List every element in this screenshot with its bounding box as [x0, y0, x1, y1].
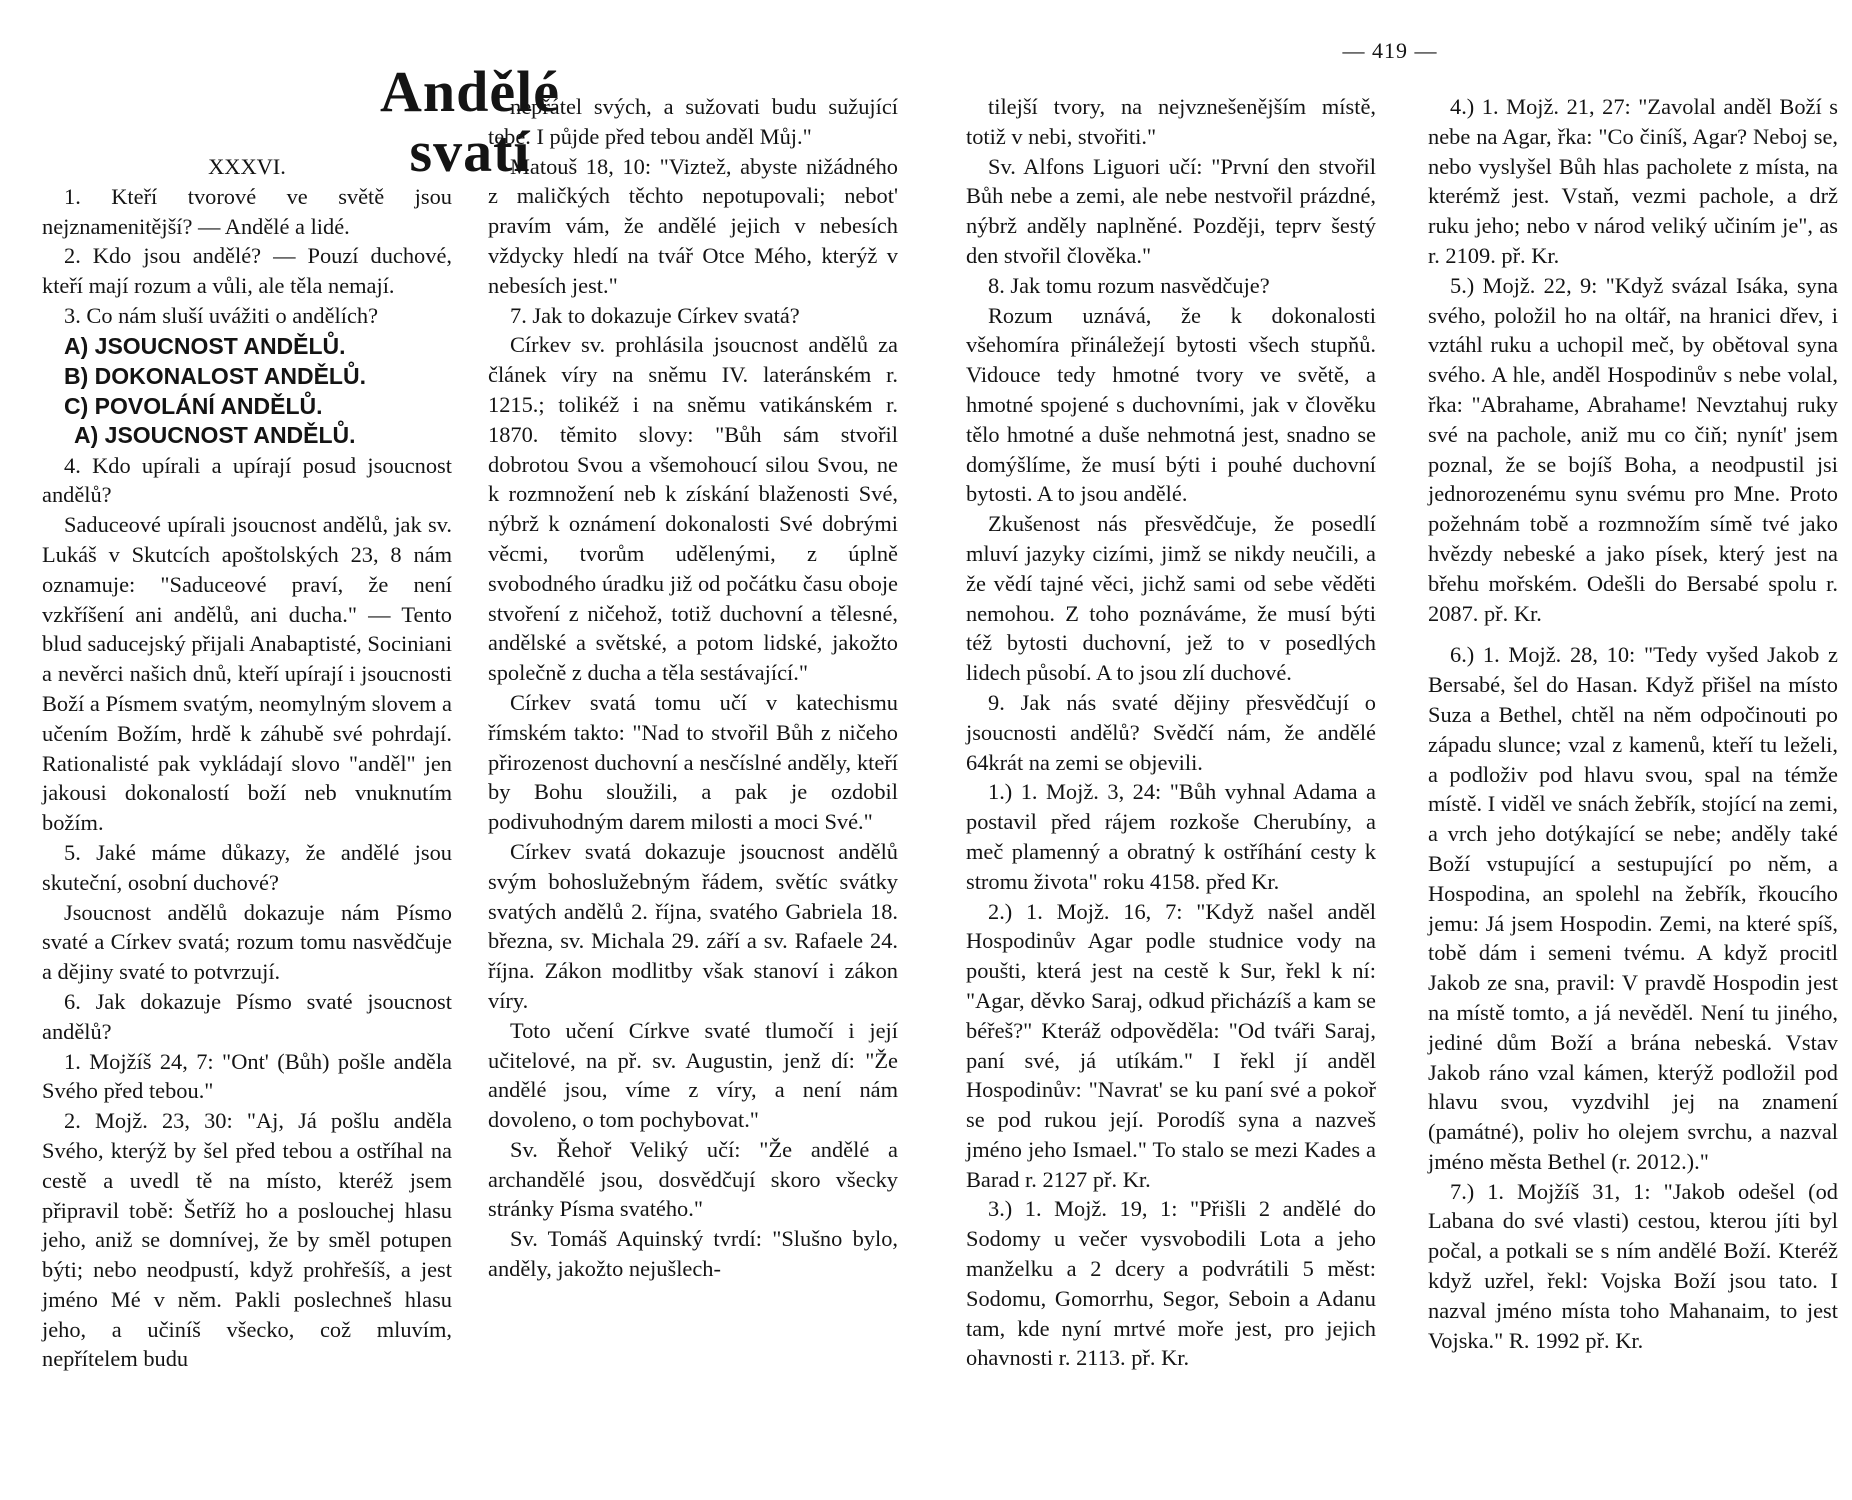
paragraph: 9. Jak nás svaté dějiny přesvědčují o jsoucnosti andělů? Svědčí nám, že andělé 64krát na zemi se objevili. — [966, 689, 1376, 775]
paragraph: Sv. Alfons Liguori učí: "První den stvořil Bůh nebe a zemi, ale nebe nestvořil prázdné, nýbrž anděly naplněné. Později, teprv šestý den stvořil člověka." — [966, 153, 1376, 268]
paragraph: 3. Co nám sluší uvážiti o andělích? — [64, 302, 379, 328]
text-column-1 — [42, 152, 452, 1374]
paragraph: 4.) 1. Mojž. 21, 27: "Zavolal anděl Boží s nebe na Agar, řka: "Co činíš, Agar? Neboj se, nebo vyslyšel Bůh hlas pacholete z místa, na kterémž jest. Vstaň, vezmi pachole, a drž ruku jeho; nebo v národ veliký učiním je", as r. 2109. př. Kr. — [1428, 94, 1838, 268]
paragraph: 4. Kdo upírali a upírají posud jsoucnost andělů? — [42, 452, 452, 508]
paragraph: Rozum uznává, že k dokonalosti všehomíra přináležejí bytosti všech stupňů. Vidouce tedy hmotné tvory ve světě, a hmotné spojené s duchovními, jak v člověku tělo hmotné a duše nehmotná jest, snadno se domýšlíme, že musí býti i pouhé duchovní bytosti. A to jsou andělé. — [966, 302, 1376, 507]
paragraph: 5. Jaké máme důkazy, že andělé jsou skuteční, osobní duchové? — [42, 839, 452, 895]
paragraph: nepřátel svých, a sužovati budu sužující tebe. I půjde před tebou anděl Můj." — [488, 94, 898, 149]
paragraph: Církev svatá tomu učí v katechismu římském takto: "Nad to stvořil Bůh z ničeho přirozenost duchovní a nesčíslné anděly, kteří by Bohu sloužili, a pak je ozdobil podivuhodným darem milosti a moci Své." — [488, 689, 898, 835]
paragraph: 2. Mojž. 23, 30: "Aj, Já pošlu anděla Svého, kterýž by šel před tebou a ostříhal na cestě a uvedl tě na místo, kteréž jsem připravil tobě: Šetříž ho a poslouchej hlasu jeho, aniž se domnívej, že by směl potupen býti; nebo neodpustí, když prohřešíš, a jest jméno Mé v něm. Pakli poslechneš hlasu jeho, a učiníš všecko, což mluvím, nepřítelem budu — [42, 1108, 452, 1372]
paragraph: 1. Mojžíš 24, 7: "Ont' (Bůh) pošle anděla Svého před tebou." — [42, 1048, 452, 1104]
paragraph: 1.) 1. Mojž. 3, 24: "Bůh vyhnal Adama a postavil před rájem rozkoše Cherubíny, a meč plamenný a obratný k ostříhání cesty k stromu života" roku 4158. před Kr. — [966, 779, 1376, 894]
paragraph: Matouš 18, 10: "Viztež, abyste nižádného z maličkých těchto nepotupovali; nebot' pravím vám, že andělé jejich v nebesích vždycky hledí na tvář Otce Mého, kterýž v nebesích jest." — [488, 153, 898, 298]
page-number: — 419 — — [1342, 38, 1438, 63]
paragraph: Církev sv. prohlásila jsoucnost andělů za článek víry na sněmu IV. lateránském r. 1215.; tolikéž i na sněmu vatikánském r. 1870. těmito slovy: "Bůh sám stvořil dobrotou Svou a všemohoucí silou Svou, ne k rozmnožení neb k získání blaženosti Své, nýbrž k oznámení dokonalosti Své dobrými věcmi, tvorům udělenými, z úplně svobodného úradku již od počátku času obojе stvoření z ničehož, totiž duchovní a tělesné, andělské a světské, a potom lidské, jakožto společně z ducha a těla sestávající." — [488, 332, 898, 686]
paragraph: 7.) 1. Mojžíš 31, 1: "Jakob odešel (od Labana do své vlasti) cestou, kterou jíti byl počal, a potkali se s ním andělé Boží. Kteréž když uzřel, řekl: Vojska Boží jsou tato. I nazval jméno místa toho Mahanaim, to jest Vojska." R. 1992 př. Kr. — [1428, 1178, 1838, 1353]
paragraph: 5.) Mojž. 22, 9: "Když svázal Isáka, syna svého, položil ho na oltář, na hranici dřev, i vztáhl ruku a uchopil meč, by obětoval syna svého. A hle, anděl Hospodinův s nebe volal, řka: "Abrahame, Abrahame! Nevztahuj ruky své na pachole, aniž mu co čiň; nynít' jsem poznal, že se bojíš Boha, a neodpustil jsi jednorozenému synu svému pro Mne. Proto požehnám tobě a rozmnožím símě tvé jako hvězdy nebeské a jako písek, který jest na břehu mořském. Odešli do Bersabé spolu r. 2087. př. Kr. — [1428, 272, 1838, 626]
paragraph: 7. Jak to dokazuje Církev svatá? — [510, 302, 800, 328]
page-title: Andělé svatí — [380, 59, 560, 184]
outline-list: A) JSOUCNOST ANDĚLŮ. B) DOKONALOST ANDĚLŮ. C) POVOLÁNÍ ANDĚLŮ. — [64, 332, 366, 419]
text-column-3 — [966, 92, 1376, 1373]
paragraph: Sv. Řehoř Veliký učí: "Že andělé a archandělé jsou, dosvědčují skoro všecky stránky Písma svatého." — [488, 1136, 898, 1222]
paragraph: 3.) 1. Mojž. 19, 1: "Přišli 2 andělé do Sodomy u večer vysvobodili Lota a jeho manželku a 2 dcery a podvrátili 5 měst: Sodomu, Gomorrhu, Segor, Seboin a Adanu tam, kde nyní mrtvé moře jest, pro jejich ohavnosti r. 2113. př. Kr. — [966, 1196, 1376, 1371]
paragraph: Toto učení Církve svaté tlumočí i její učitelové, na př. sv. Augustin, jenž dí: "Že andělé jsou, víme z víry, a není nám dovoleno, o tom pochybovat." — [488, 1017, 898, 1133]
paragraph: Církev svatá dokazuje jsoucnost andělů svým bohoslužebným řádem, světíc svátky svatých andělů 2. října, svatého Gabriela 18. března, sv. Michala 29. září a sv. Rafaele 24. října. Zákon modlitby však stanoví i zákon víry. — [488, 838, 898, 1013]
paragraph: XXXVI. — [208, 154, 286, 179]
paragraph: Saduceové upírali jsoucnost andělů, jak sv. Lukáš v Skutcích apoštolských 23, 8 nám oznamuje: "Saduceové praví, že není vzkříšení ani andělů, ani ducha." — Tento blud saducejský přijali Anabaptisté, Sociniani a nevěrci našich dnů, kteří upírají i jsoucnosti Boží a Písmem svatým, neomylným slovem a učením Božím, hrdě k záhubě své pohrdají. Rationalisté pak vykládají slovo "anděl" jen jakousi dokonalostí boží neb vnuknutím božím. — [42, 512, 452, 836]
paragraph: 2. Kdo jsou andělé? — Pouzí duchové, kteří mají rozum a vůli, ale těla nemají. — [42, 243, 452, 299]
paragraph: A) JSOUCNOST ANDĚLŮ. — [74, 421, 356, 448]
paragraph: Sv. Tomáš Aquinský tvrdí: "Slušno bylo, anděly, jakožto nejušlech- — [488, 1226, 898, 1282]
paragraph: 8. Jak tomu rozum nasvědčuje? — [988, 272, 1270, 298]
paragraph: 6. Jak dokazuje Písmo svaté jsoucnost andělů? — [42, 988, 452, 1044]
text-column-4 — [1428, 92, 1838, 1355]
paragraph: Jsoucnost andělů dokazuje nám Písmo svaté a Církev svatá; rozum tomu nasvědčuje a dějiny svaté to potvrzují. — [42, 899, 452, 985]
text-column-2 — [488, 92, 898, 1284]
paragraph: 2.) 1. Mojž. 16, 7: "Když našel anděl Hospodinův Agar podle studnice vody na poušti, která jest na cestě k Sur, řekl k ní: "Agar, děvko Saraj, odkud přicházíš a kam se béřeš?" Kteráž odpověděla: "Od tváři Saraj, paní své, já utíkám." I řekl jí anděl Hospodinův: "Navrat' se ku paní své a pokoř se pod rukou její. Porodíš syna a nazveš jméno jeho Ismael." To stalo se mezi Kades a Barad r. 2127 př. Kr. — [966, 898, 1376, 1192]
paragraph: Zkušenost nás přesvědčuje, že posedlí mluví jazyky cizími, jimž se nikdy neučili, a že vědí tajné věci, jichž sami od sebe věděti nemohou. Z toho poznáváme, že musí býti též bytosti duchovní, jež to v posedlých lidech působí. A to jsou zlí duchové. — [966, 511, 1376, 686]
paragraph: 1. Kteří tvorové ve světě jsou nejznamenitější? — Andělé a lidé. — [42, 183, 452, 239]
paragraph: tilejší tvory, na nejvznešenějším místě, totiž v nebi, stvořiti." — [966, 94, 1376, 149]
paragraph: 6.) 1. Mojž. 28, 10: "Tedy vyšed Jakob z Bersabé, šel do Hasan. Když přišel na místo Suza a Bethel, chtěl na něm odpočinouti po západu slunce; vzal z kamenů, kteří tu leželi, a podloživ pod hlavu svou, spal na témže místě. I viděl ve snách žebřík, stojící na zemi, a vrch jeho dotýkající se nebe; anděly také Boží vstupující a sestupující po něm, a Hospodina, an spolehl na žebřík, řkoucího jemu: Já jsem Hospodin. Zemi, na které spíš, tobě dám i semeni tvému. A když procitl Jakob ze sna, pravil: V pravdě Hospodin jest na místě tomto, a já nevěděl. Není tu jiného, jediné dům Boží a brána nebeská. Vstav Jakob ráno vzal kámen, kterýž podložil pod hlavu svou, vyzdvihl jej na znamení (památné), poliv ho olejem svrchu, a nazval jméno města Bethel (r. 2012.)." — [1428, 642, 1838, 1174]
